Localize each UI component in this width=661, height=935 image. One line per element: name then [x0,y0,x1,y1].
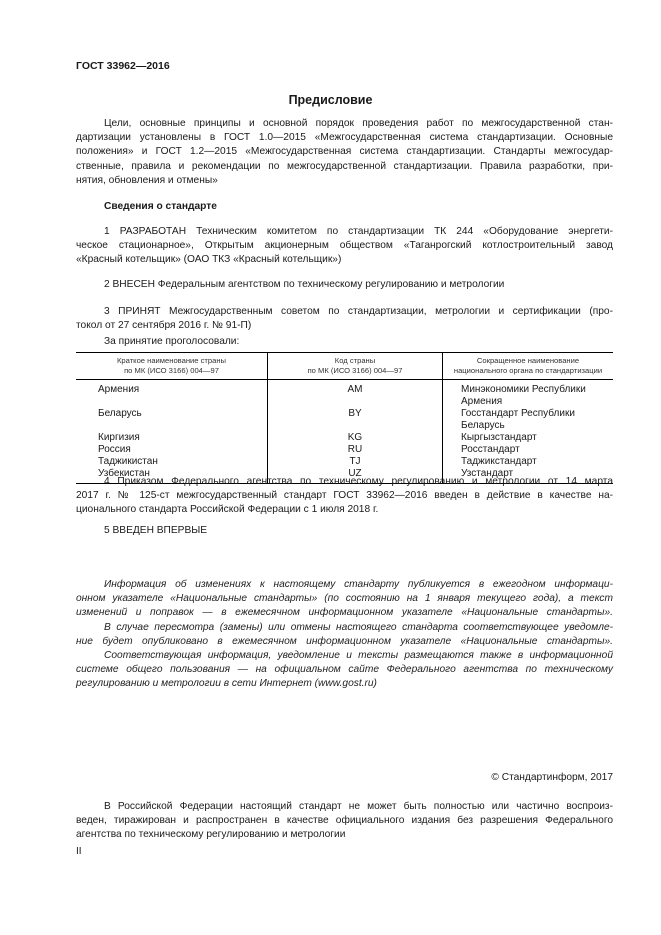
header-standards-body: Сокращенное наименование национального органа по стандартизации [443,353,614,380]
item-developed [76,225,613,268]
reproduction-restriction [76,800,613,843]
text-line: регулированию и метрологии в сети Интернет (www.gost.ru) [76,678,377,690]
country-name: Беларусь [98,408,142,419]
item-adopted [76,305,613,333]
text-line: положения» и ГОСТ 1.2—2015 «Межгосударственная система стандартизации. Стандарты межгосудар- [76,146,613,158]
text-line: системе общего пользования — на официальном сайте Федерального агентства по техническому [76,664,613,676]
standards-body: Минэкономики Республики Армения [443,380,614,409]
voted-label: За принятие проголосовали: [104,336,240,347]
country-code: UZ [268,468,443,484]
text-line: «Красный котельщик» (ОАО ТКЗ «Красный котельщик») [76,254,342,266]
standards-body: Госстандарт Республики Беларусь [443,408,614,432]
standards-body: Узстандарт [443,468,614,484]
header-country-code: Код страны по МК (ИСО 3166) 004—97 [268,353,443,380]
table-row [76,444,613,456]
changes-info-note [76,578,613,692]
country-name: Армения [98,384,140,395]
table-row [76,456,613,468]
text-line: 2017 г. № 125-ст межгосударственный стандарт ГОСТ 33962—2016 введен в действие в качестве на- [76,490,613,502]
text-line: ственные, правила и рекомендации по межгосударственной стандартизации. Правила разработки, при- [76,160,613,172]
page-number: II [76,846,82,857]
copyright-notice: © Стандартинформ, 2017 [491,772,613,783]
text-line: ние будет опубликовано в ежемесячном информационном указателе «Национальные стандарты». [76,635,613,647]
country-name: Таджикистан [98,456,158,467]
text-line: В Российской Федерации настоящий стандарт не может быть полностью или частично воспроиз- [104,801,613,812]
country-code: RU [268,444,443,456]
standards-body: Кыргызстандарт [443,432,614,444]
item-enacted [76,475,613,518]
item-submitted: 2 ВНЕСЕН Федеральным агентством по техническому регулированию и метрологии [104,279,505,290]
table-row [76,432,613,444]
text-line: ческое стационарное», Открытым акционерным обществом «Таганрогский котлостроительный завод [76,240,613,252]
page-title: Предисловие [288,93,373,107]
item-first-introduced: 5 ВВЕДЕН ВПЕРВЫЕ [104,525,208,536]
table-header-row [76,353,613,380]
text-line: онном указателе «Национальные стандарты» (по состоянию на 1 января текущего года), а текст [76,593,613,605]
country-name: Узбекистан [76,468,268,484]
country-name: Россия [98,444,131,455]
standards-body: Таджикстандарт [443,456,614,468]
text-line: нятия, обновления и отмены» [76,174,218,186]
text-line: ционального стандарта Российской Федерации с 1 июля 2018 г. [76,504,379,516]
text-line: токол от 27 сентября 2016 г. № 91-П) [76,320,252,332]
country-code: KG [268,432,443,444]
text-line: агентства по техническому регулированию и метрологии [76,829,346,841]
country-name: Киргизия [98,432,140,443]
document-code: ГОСТ 33962—2016 [76,60,170,72]
text-line: В случае пересмотра (замены) или отмены настоящего стандарта соответствующее уведомле- [104,621,613,633]
text-line: Соответствующая информация, уведомление и тексты размещаются также в информационной [104,650,613,662]
text-line: 3 ПРИНЯТ Межгосударственным советом по стандартизации, метрологии и сертификации (про- [104,306,613,317]
table-row [76,408,613,432]
text-line: дартизации установлены в ГОСТ 1.0—2015 «Межгосударственная система стандартизации. Основные [76,132,613,144]
intro-paragraph [76,117,613,188]
standards-body: Росстандарт [443,444,614,456]
country-code: AM [268,380,443,409]
table-row [76,380,613,409]
header-country-name: Краткое наименование страны по МК (ИСО 3166) 004—97 [76,353,268,380]
country-code: BY [268,408,443,432]
section-heading: Сведения о стандарте [104,201,217,212]
text-line: 1 РАЗРАБОТАН Техническим комитетом по стандартизации ТК 244 «Оборудование энергети- [104,226,613,237]
voting-table [76,352,613,484]
country-code: TJ [268,456,443,468]
text-line: веден, тиражирован и распространен в качестве официального издания без разрешения Федерального [76,815,613,827]
text-line: изменений и поправок — в ежемесячном информационном указателе «Национальные стандарты». [76,607,613,619]
text-line: Информация об изменениях к настоящему стандарту публикуется в ежегодном информаци- [104,579,613,590]
text-line: Цели, основные принципы и основной порядок проведения работ по межгосударственной стан- [104,118,613,129]
text-line: 4 Приказом Федерального агентства по техническому регулированию и метрологии от 14 марта [104,476,613,487]
